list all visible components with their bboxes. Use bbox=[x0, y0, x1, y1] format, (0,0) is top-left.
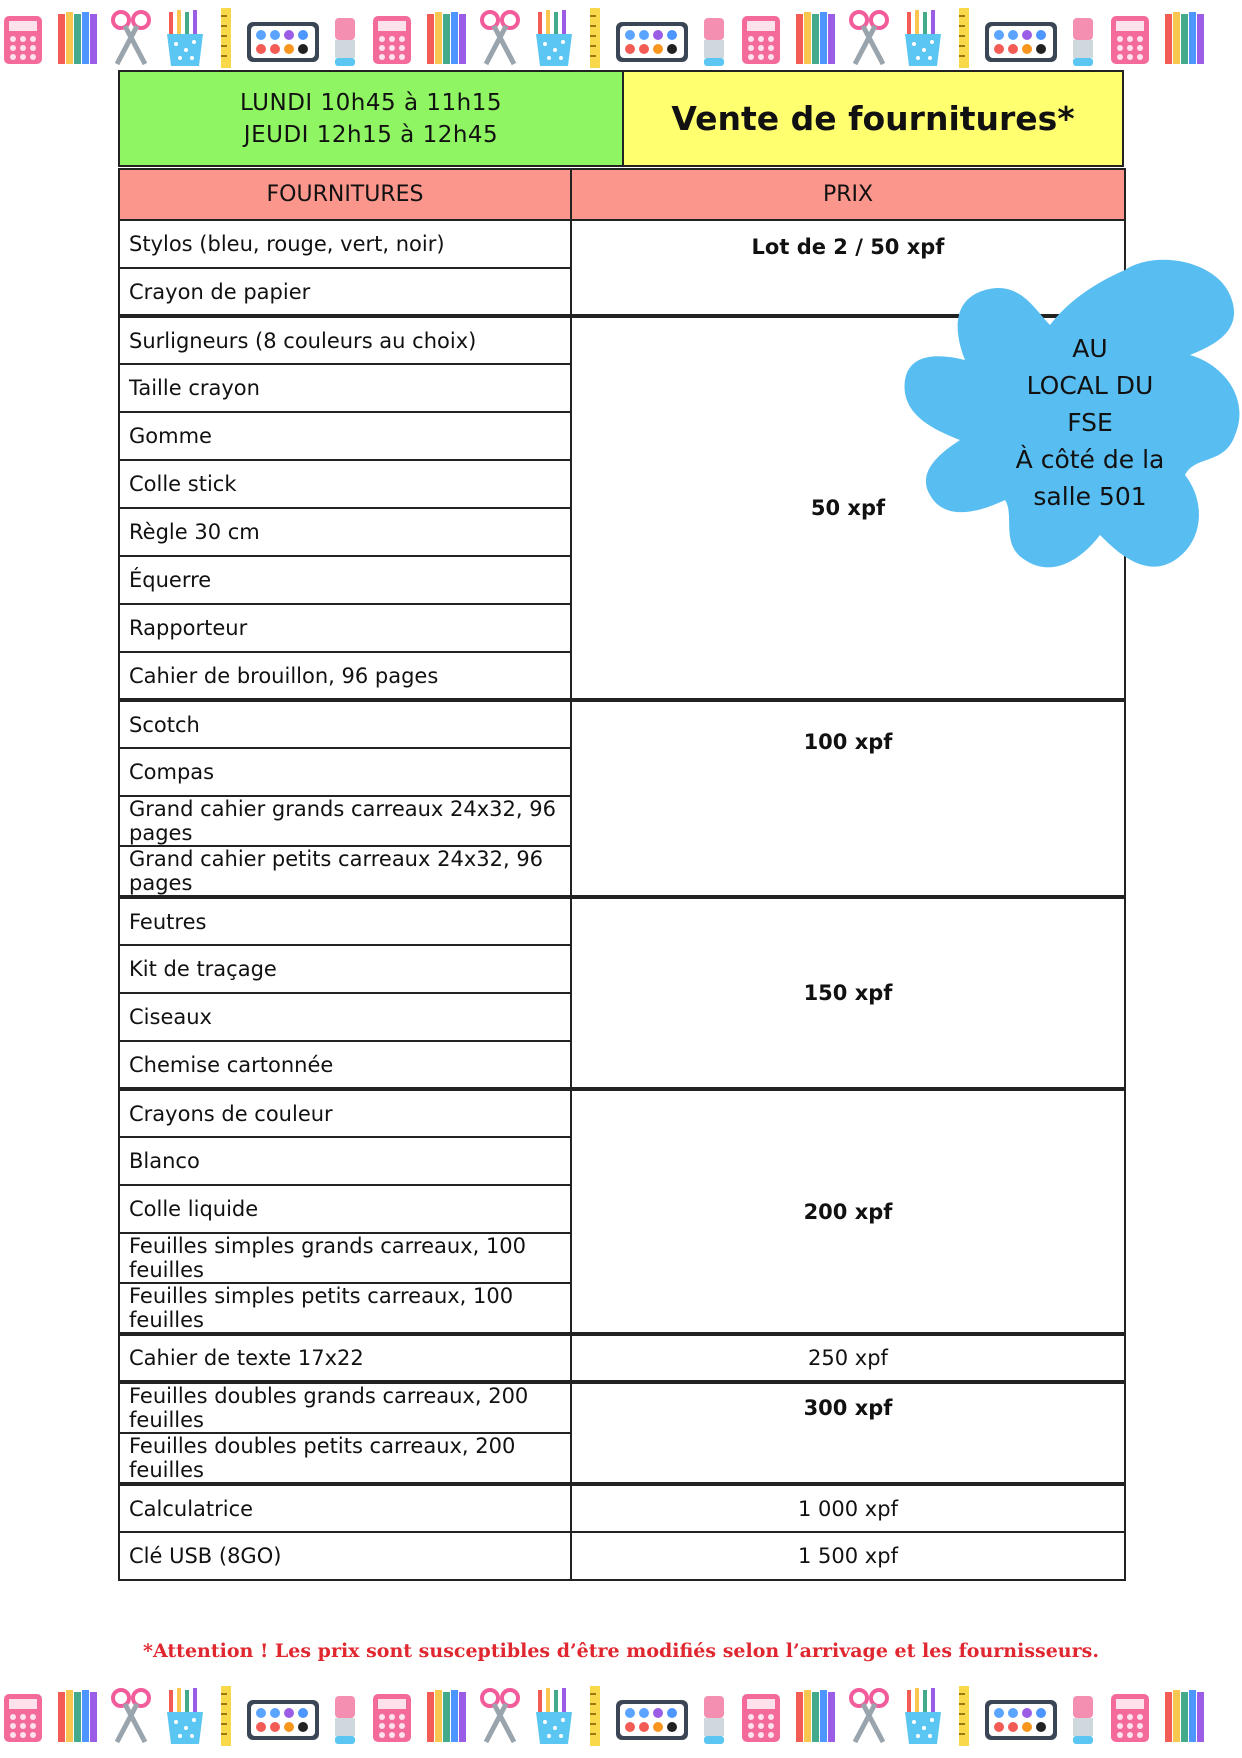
ruler-icon bbox=[955, 8, 973, 68]
paint-palette-icon bbox=[614, 1686, 690, 1746]
pencils-icon bbox=[1163, 8, 1206, 68]
paint-palette-icon bbox=[245, 8, 321, 68]
page-title: Vente de fournitures* bbox=[624, 72, 1122, 165]
item-cell: Feuilles simples petits carreaux, 100 feuilles bbox=[119, 1283, 571, 1334]
item-cell: Feuilles doubles grands carreaux, 200 feuilles bbox=[119, 1382, 571, 1433]
calculator-icon bbox=[1107, 8, 1153, 68]
item-cell: Grand cahier grands carreaux 24x32, 96 pages bbox=[119, 796, 571, 846]
item-cell: Chemise cartonnée bbox=[119, 1041, 571, 1089]
price-cell: Lot de 2 / 50 xpf bbox=[571, 220, 1125, 316]
price-cell: 1 000 xpf bbox=[571, 1484, 1125, 1532]
pencils-icon bbox=[425, 8, 468, 68]
price-cell: 250 xpf bbox=[571, 1334, 1125, 1382]
eraser-icon bbox=[331, 1686, 359, 1746]
schedule-line-2: JEUDI 12h15 à 12h45 bbox=[243, 121, 499, 148]
calculator-icon bbox=[738, 8, 784, 68]
paint-palette-icon bbox=[245, 1686, 321, 1746]
table-row bbox=[119, 1089, 1125, 1137]
ruler-icon bbox=[586, 8, 604, 68]
item-cell: Règle 30 cm bbox=[119, 508, 571, 556]
scissors-icon bbox=[847, 1686, 891, 1746]
pencil-cup-icon bbox=[901, 8, 945, 68]
item-cell: Feuilles simples grands carreaux, 100 feuilles bbox=[119, 1233, 571, 1283]
pencils-icon bbox=[56, 8, 99, 68]
schedule-line-1: LUNDI 10h45 à 11h15 bbox=[240, 89, 502, 116]
item-cell: Compas bbox=[119, 748, 571, 796]
eraser-icon bbox=[700, 1686, 728, 1746]
pencils-icon bbox=[794, 8, 837, 68]
item-cell: Calculatrice bbox=[119, 1484, 571, 1532]
table-row bbox=[119, 1334, 1125, 1382]
pencil-cup-icon bbox=[163, 1686, 207, 1746]
table-row bbox=[119, 1532, 1125, 1580]
item-cell: Blanco bbox=[119, 1137, 571, 1185]
footnote: *Attention ! Les prix sont susceptibles d’être modifiés selon l’arrivage et les fournisseurs. bbox=[143, 1640, 1099, 1662]
item-cell: Rapporteur bbox=[119, 604, 571, 652]
table-row bbox=[119, 700, 1125, 748]
table-row bbox=[119, 1382, 1125, 1433]
item-cell: Ciseaux bbox=[119, 993, 571, 1041]
ruler-icon bbox=[217, 1686, 235, 1746]
calculator-icon bbox=[369, 1686, 415, 1746]
price-cell: 50 xpf bbox=[571, 316, 1125, 700]
location-line: LOCAL DU bbox=[1026, 371, 1154, 400]
location-line: salle 501 bbox=[1033, 482, 1147, 511]
calculator-icon bbox=[0, 1686, 46, 1746]
ruler-icon bbox=[217, 8, 235, 68]
column-header-price: PRIX bbox=[571, 169, 1125, 220]
calculator-icon bbox=[1107, 1686, 1153, 1746]
paint-palette-icon bbox=[614, 8, 690, 68]
calculator-icon bbox=[369, 8, 415, 68]
item-cell: Kit de traçage bbox=[119, 945, 571, 993]
eraser-icon bbox=[1069, 1686, 1097, 1746]
pencil-cup-icon bbox=[532, 1686, 576, 1746]
eraser-icon bbox=[700, 8, 728, 68]
top-decoration-border bbox=[0, 2, 1242, 74]
location-callout bbox=[985, 330, 1195, 515]
price-cell: 1 500 xpf bbox=[571, 1532, 1125, 1580]
item-cell: Crayon de papier bbox=[119, 268, 571, 316]
scissors-icon bbox=[847, 8, 891, 68]
item-cell: Stylos (bleu, rouge, vert, noir) bbox=[119, 220, 571, 268]
eraser-icon bbox=[331, 8, 359, 68]
ruler-icon bbox=[586, 1686, 604, 1746]
pencils-icon bbox=[794, 1686, 837, 1746]
paint-palette-icon bbox=[983, 8, 1059, 68]
item-cell: Crayons de couleur bbox=[119, 1089, 571, 1137]
location-line: À côté de la bbox=[1015, 445, 1165, 474]
paint-palette-icon bbox=[983, 1686, 1059, 1746]
location-line: FSE bbox=[1067, 408, 1113, 437]
item-cell: Équerre bbox=[119, 556, 571, 604]
price-cell: 100 xpf bbox=[571, 700, 1125, 897]
pencil-cup-icon bbox=[901, 1686, 945, 1746]
header-banner bbox=[118, 70, 1124, 167]
calculator-icon bbox=[738, 1686, 784, 1746]
scissors-icon bbox=[109, 8, 153, 68]
item-cell: Colle stick bbox=[119, 460, 571, 508]
item-cell: Colle liquide bbox=[119, 1185, 571, 1233]
location-line: AU bbox=[1072, 334, 1108, 363]
ruler-icon bbox=[955, 1686, 973, 1746]
price-cell: 200 xpf bbox=[571, 1089, 1125, 1334]
item-cell: Feutres bbox=[119, 897, 571, 945]
item-cell: Grand cahier petits carreaux 24x32, 96 pages bbox=[119, 846, 571, 897]
scissors-icon bbox=[478, 1686, 522, 1746]
price-cell: 300 xpf bbox=[571, 1382, 1125, 1484]
pencil-cup-icon bbox=[532, 8, 576, 68]
pencil-cup-icon bbox=[163, 8, 207, 68]
pencils-icon bbox=[425, 1686, 468, 1746]
schedule-box bbox=[120, 72, 624, 165]
calculator-icon bbox=[0, 8, 46, 68]
item-cell: Surligneurs (8 couleurs au choix) bbox=[119, 316, 571, 364]
item-cell: Clé USB (8GO) bbox=[119, 1532, 571, 1580]
table-row bbox=[119, 897, 1125, 945]
bottom-decoration-border bbox=[0, 1680, 1242, 1752]
table-row bbox=[119, 1484, 1125, 1532]
scissors-icon bbox=[109, 1686, 153, 1746]
price-cell: 150 xpf bbox=[571, 897, 1125, 1089]
item-cell: Scotch bbox=[119, 700, 571, 748]
item-cell: Gomme bbox=[119, 412, 571, 460]
item-cell: Cahier de brouillon, 96 pages bbox=[119, 652, 571, 700]
pencils-icon bbox=[56, 1686, 99, 1746]
column-header-items: FOURNITURES bbox=[119, 169, 571, 220]
item-cell: Feuilles doubles petits carreaux, 200 feuilles bbox=[119, 1433, 571, 1484]
item-cell: Taille crayon bbox=[119, 364, 571, 412]
scissors-icon bbox=[478, 8, 522, 68]
item-cell: Cahier de texte 17x22 bbox=[119, 1334, 571, 1382]
eraser-icon bbox=[1069, 8, 1097, 68]
pencils-icon bbox=[1163, 1686, 1206, 1746]
